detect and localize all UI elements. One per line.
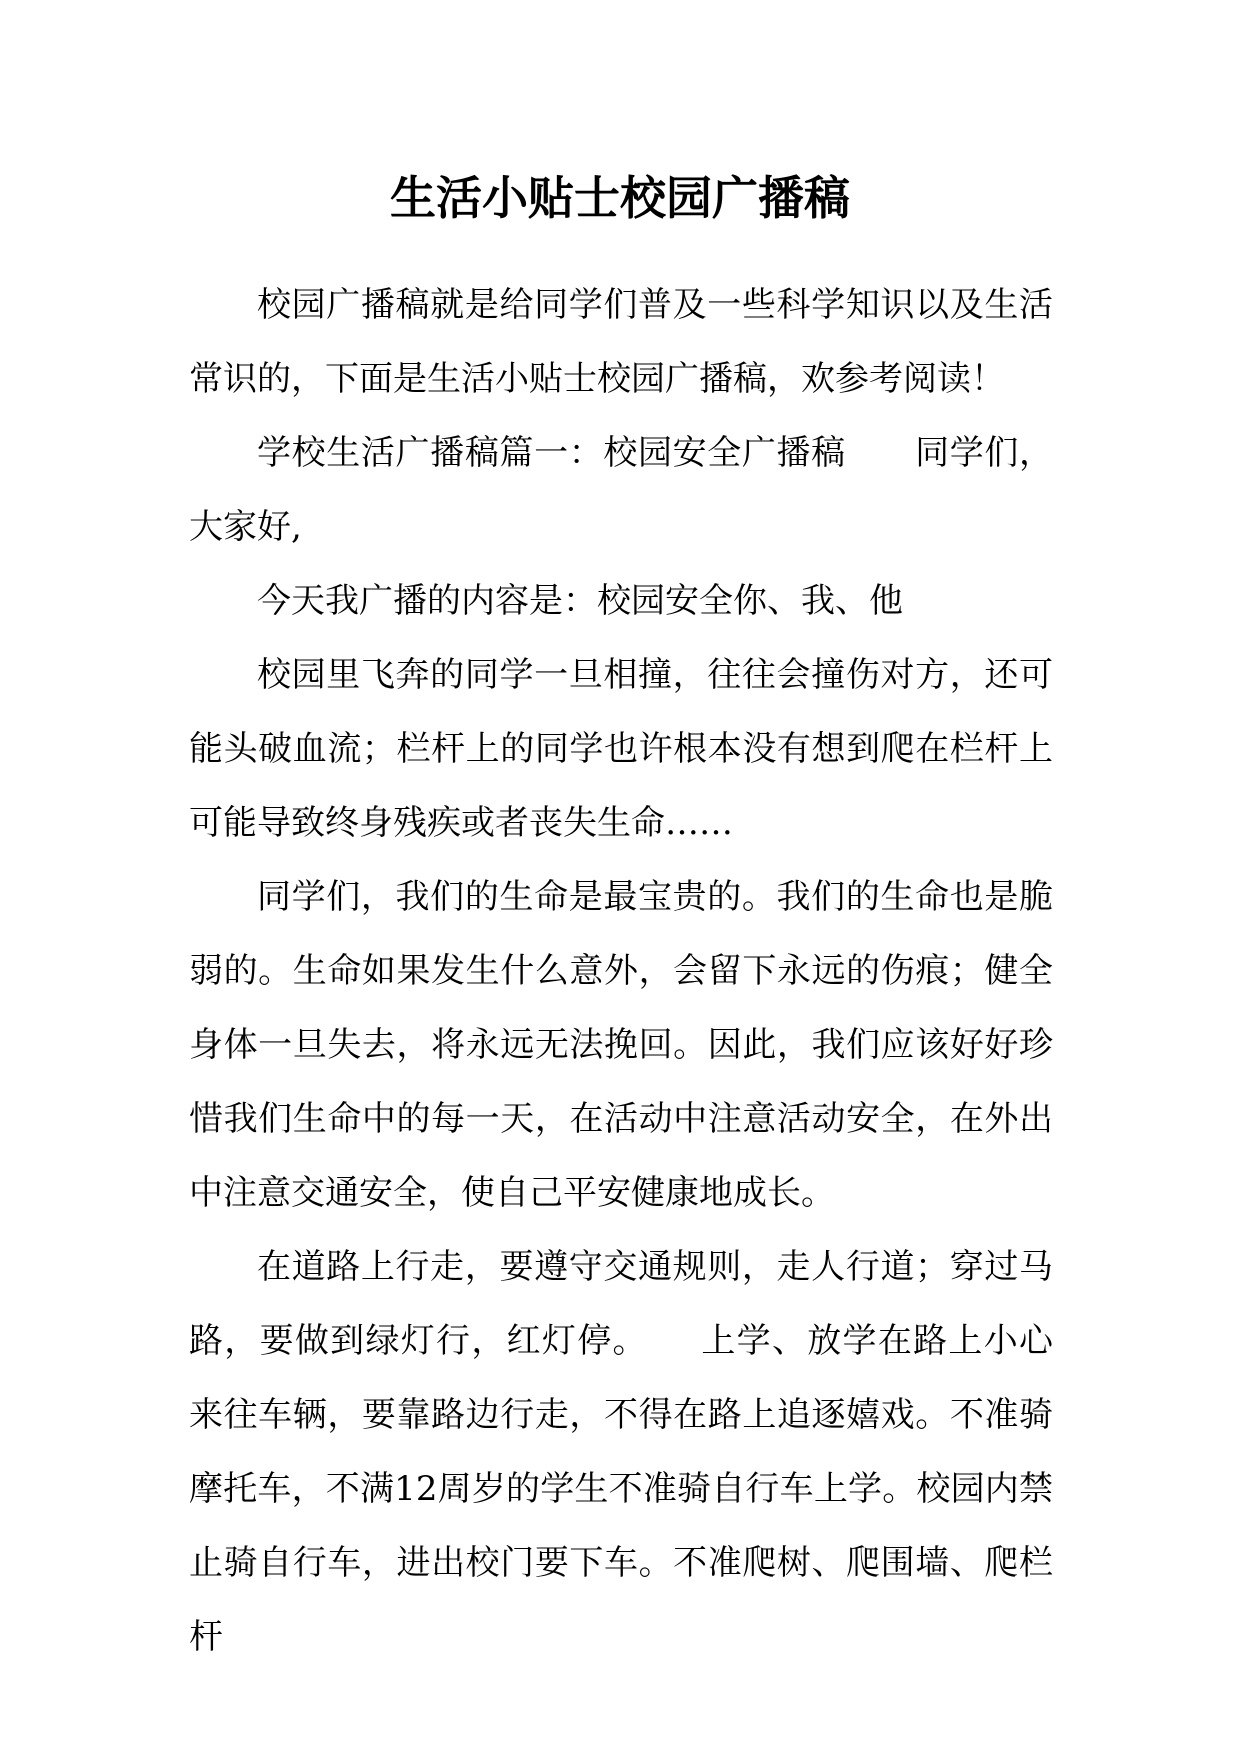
paragraph-intro: 校园广播稿就是给同学们普及一些科学知识以及生活常识的，下面是生活小贴士校园广播稿，欢参考阅读！ bbox=[189, 285, 1053, 399]
paragraph-topic: 今天我广播的内容是：校园安全你、我、他 bbox=[257, 581, 903, 621]
document-body bbox=[189, 268, 1053, 1674]
paragraph-section-heading: 学校生活广播稿篇一：校园安全广播稿 同学们，大家好, bbox=[189, 433, 1053, 547]
document-title: 生活小贴士校园广播稿 bbox=[390, 171, 850, 225]
paragraph-collision: 校园里飞奔的同学一旦相撞，往往会撞伤对方，还可能头破血流；栏杆上的同学也许根本没有想到爬在栏杆上可能导致终身残疾或者丧失生命…… bbox=[189, 655, 1053, 843]
paragraph-traffic: 在道路上行走，要遵守交通规则，走人行道；穿过马路，要做到绿灯行，红灯停。 上学、放学在路上小心来往车辆，要靠路边行走，不得在路上追逐嬉戏。不准骑摩托车，不满12周岁的学生不准骑自行车上学。校园内禁止骑自行车，进出校门要下车。不准爬树、爬围墙、爬栏杆 bbox=[189, 1247, 1053, 1657]
paragraph-life: 同学们，我们的生命是最宝贵的。我们的生命也是脆弱的。生命如果发生什么意外，会留下永远的伤痕；健全身体一旦失去，将永远无法挽回。因此，我们应该好好珍惜我们生命中的每一天，在活动中注意活动安全，在外出中注意交通安全，使自己平安健康地成长。 bbox=[189, 877, 1053, 1213]
